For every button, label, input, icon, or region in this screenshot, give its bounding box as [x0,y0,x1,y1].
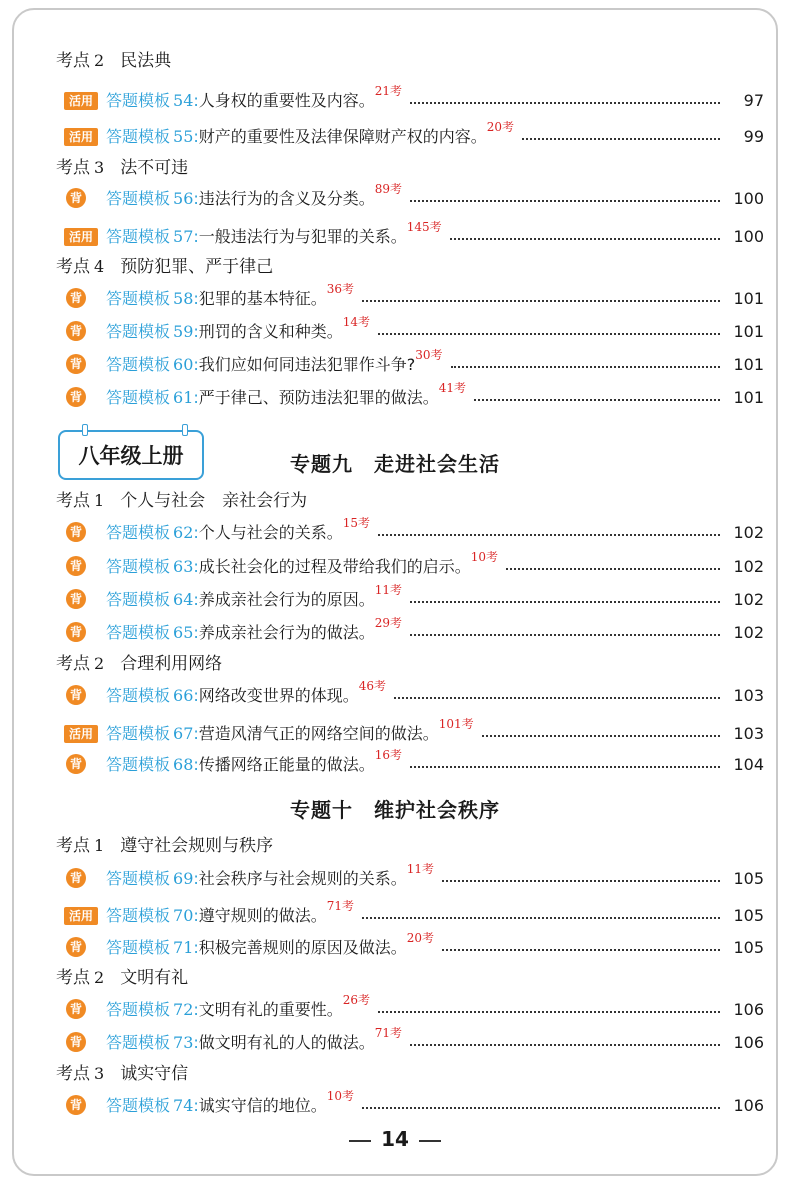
leader-dots [482,735,720,737]
page-ref: 97 [743,91,764,110]
template-text: 答题模板 [106,523,171,542]
entry-title: 一般违法行为与犯罪的关系。 [198,227,407,246]
template-number: 72 [173,1000,194,1019]
page-ref: 106 [733,1000,764,1019]
section-label: 考点 [56,51,90,71]
apply-badge: 活用 [64,907,98,925]
template-text: 答题模板 [106,686,171,705]
template-text: 答题模板 [106,724,171,743]
template-label: 答题模板 63: [106,557,199,576]
leader-dots [474,399,720,401]
chapter-heading: 专题十 维护社会秩序 [290,798,500,822]
page-ref: 105 [733,938,764,957]
toc-entry[interactable] [64,282,764,310]
recite-badge: 背 [66,522,86,542]
template-label: 答题模板 72: [106,1000,199,1019]
toc-entry[interactable] [64,550,764,578]
toc-entry[interactable] [64,220,764,248]
entry-title: 养成亲社会行为的做法。 [198,623,375,642]
leader-dots [442,880,720,882]
leader-dots [410,766,720,768]
page-number [0,1127,790,1151]
template-label: 答题模板 69: [106,869,199,888]
section-number: 2 [94,654,105,673]
section-heading [56,653,222,675]
template-label: 答题模板 73: [106,1033,199,1052]
recite-badge: 背 [66,589,86,609]
template-text: 答题模板 [106,938,171,957]
page-ref: 101 [733,322,764,341]
section-number: 3 [94,158,105,177]
leader-dots [378,1011,720,1013]
section-title: 合理利用网络 [120,654,223,674]
section-heading [56,1063,188,1085]
template-label: 答题模板 64: [106,590,199,609]
page-ref: 99 [743,127,764,146]
entry-title: 财产的重要性及法律保障财产权的内容。 [198,127,487,146]
page-ref: 104 [733,755,764,774]
entry-title: 刑罚的含义和种类。 [198,322,343,341]
section-number: 1 [94,491,105,510]
recite-badge: 背 [66,387,86,407]
template-text: 答题模板 [106,127,171,146]
template-text: 答题模板 [106,91,171,110]
template-label: 答题模板 60: [106,355,199,374]
grade-tab-label: 八年级上册 [78,443,184,468]
page-ref: 105 [733,869,764,888]
toc-entry[interactable] [64,1089,764,1117]
template-text: 答题模板 [106,227,171,246]
template-text: 答题模板 [106,623,171,642]
page-ref: 100 [733,189,764,208]
entry-title: 我们应如何同违法犯罪作斗争? [198,355,416,374]
toc-entry[interactable] [64,120,764,148]
template-number: 63 [173,557,194,576]
page-ref: 106 [733,1096,764,1115]
page-ref: 100 [733,227,764,246]
template-number: 59 [173,322,194,341]
template-number: 58 [173,289,194,308]
entry-title: 犯罪的基本特征。 [198,289,327,308]
exam-count: 30考 [415,348,443,362]
page-number-text: 14 [381,1127,409,1151]
exam-count: 11考 [374,583,403,597]
exam-count: 15考 [342,516,371,530]
recite-badge: 背 [66,868,86,888]
template-text: 答题模板 [106,189,171,208]
toc-entry[interactable] [64,381,764,409]
exam-count: 11考 [406,862,435,876]
template-label: 答题模板 71: [106,938,199,957]
section-heading [56,256,273,278]
entry-title: 成长社会化的过程及带给我们的启示。 [198,557,471,576]
section-title: 民法典 [120,51,172,71]
template-label: 答题模板 65: [106,623,199,642]
template-number: 67 [173,724,194,743]
section-title: 个人与社会 亲社会行为 [120,491,308,511]
apply-badge: 活用 [64,725,98,743]
page-ref: 102 [733,623,764,642]
recite-badge: 背 [66,188,86,208]
apply-badge: 活用 [64,228,98,246]
toc-entry[interactable] [64,862,764,890]
template-text: 答题模板 [106,1000,171,1019]
leader-dots [450,238,720,240]
leader-dots [362,300,720,302]
entry-title: 社会秩序与社会规则的关系。 [198,869,407,888]
recite-badge: 背 [66,685,86,705]
template-label: 答题模板 56: [106,189,199,208]
exam-count: 10考 [470,550,499,564]
page-ref: 102 [733,523,764,542]
chapter-heading: 专题九 走进社会生活 [290,452,500,476]
exam-count: 36考 [326,282,355,296]
template-text: 答题模板 [106,322,171,341]
leader-dots [394,697,720,699]
entry-title: 诚实守信的地位。 [198,1096,327,1115]
template-number: 64 [173,590,194,609]
template-number: 62 [173,523,194,542]
leader-dots [410,601,720,603]
template-label: 答题模板 59: [106,322,199,341]
page-ref: 102 [733,557,764,576]
section-number: 1 [94,836,105,855]
exam-count: 14考 [342,315,371,329]
template-number: 56 [173,189,194,208]
recite-badge: 背 [66,288,86,308]
entry-title: 个人与社会的关系。 [198,523,343,542]
template-number: 54 [173,91,194,110]
section-number: 2 [94,51,105,70]
exam-count: 10考 [326,1089,355,1103]
template-text: 答题模板 [106,557,171,576]
section-title: 法不可违 [120,158,189,178]
template-number: 57 [173,227,194,246]
template-label: 答题模板 55: [106,127,199,146]
recite-badge: 背 [66,999,86,1019]
template-number: 68 [173,755,194,774]
template-label: 答题模板 74: [106,1096,199,1115]
section-heading [56,490,307,512]
toc-entry[interactable] [64,616,764,644]
template-text: 答题模板 [106,1033,171,1052]
template-number: 60 [173,355,194,374]
exam-count: 101考 [438,717,474,731]
entry-title: 传播网络正能量的做法。 [198,755,375,774]
exam-count: 145考 [406,220,442,234]
toc-entry[interactable] [64,84,764,112]
toc-entry[interactable] [64,679,764,707]
leader-dots [378,534,720,536]
section-heading [56,157,188,179]
apply-badge: 活用 [64,128,98,146]
template-text: 答题模板 [106,289,171,308]
exam-count: 46考 [358,679,387,693]
recite-badge: 背 [66,937,86,957]
template-label: 答题模板 68: [106,755,199,774]
leader-dots [410,102,720,104]
recite-badge: 背 [66,1032,86,1052]
leader-dots [506,568,720,570]
toc-entry[interactable] [64,348,764,376]
toc-entry[interactable] [64,315,764,343]
template-text: 答题模板 [106,755,171,774]
section-label: 考点 [56,1064,90,1084]
section-heading [56,967,188,989]
entry-title: 营造风清气正的网络空间的做法。 [198,724,439,743]
toc-entry[interactable] [64,931,764,959]
exam-count: 26考 [342,993,371,1007]
page-ref: 103 [733,724,764,743]
toc-entry[interactable] [64,182,764,210]
leader-dots [442,949,720,951]
page-ref: 106 [733,1033,764,1052]
toc-entry[interactable] [64,899,764,927]
section-title: 诚实守信 [120,1064,189,1084]
recite-badge: 背 [66,1095,86,1115]
entry-title: 养成亲社会行为的原因。 [198,590,375,609]
toc-entry[interactable] [64,717,764,745]
entry-title: 人身权的重要性及内容。 [198,91,375,110]
leader-dots [378,333,720,335]
recite-badge: 背 [66,622,86,642]
leader-dots [522,138,720,140]
template-number: 66 [173,686,194,705]
entry-title: 文明有礼的重要性。 [198,1000,343,1019]
page-ref: 103 [733,686,764,705]
template-text: 答题模板 [106,590,171,609]
template-number: 55 [173,127,194,146]
template-number: 74 [173,1096,194,1115]
leader-dots [451,366,720,368]
template-number: 71 [173,938,194,957]
section-label: 考点 [56,491,90,511]
template-number: 61 [173,388,194,407]
template-number: 70 [173,906,194,925]
exam-count: 89考 [374,182,403,196]
leader-dots [410,1044,720,1046]
section-number: 4 [94,257,105,276]
leader-dots [362,1107,720,1109]
section-title: 预防犯罪、严于律己 [120,257,274,277]
leader-dots [410,200,720,202]
exam-count: 16考 [374,748,403,762]
page-ref: 101 [733,289,764,308]
exam-count: 29考 [374,616,403,630]
exam-count: 20考 [406,931,435,945]
template-label: 答题模板 66: [106,686,199,705]
leader-dots [362,917,720,919]
entry-title: 严于律己、预防违法犯罪的做法。 [198,388,439,407]
template-text: 答题模板 [106,1096,171,1115]
template-label: 答题模板 62: [106,523,199,542]
section-number: 2 [94,968,105,987]
template-text: 答题模板 [106,906,171,925]
entry-title: 遵守规则的做法。 [198,906,327,925]
entry-title: 积极完善规则的原因及做法。 [198,938,407,957]
section-label: 考点 [56,158,90,178]
page-ref: 101 [733,388,764,407]
template-label: 答题模板 57: [106,227,199,246]
page-ref: 101 [733,355,764,374]
exam-count: 21考 [374,84,403,98]
recite-badge: 背 [66,354,86,374]
template-label: 答题模板 54: [106,91,199,110]
section-label: 考点 [56,968,90,988]
toc-entry[interactable] [64,993,764,1021]
page-ref: 102 [733,590,764,609]
template-label: 答题模板 58: [106,289,199,308]
toc-entry[interactable] [64,583,764,611]
recite-badge: 背 [66,321,86,341]
template-text: 答题模板 [106,355,171,374]
section-label: 考点 [56,257,90,277]
section-title: 遵守社会规则与秩序 [120,836,274,856]
entry-title: 做文明有礼的人的做法。 [198,1033,375,1052]
dash-right [419,1140,441,1142]
entry-title: 网络改变世界的体现。 [198,686,359,705]
page-ref: 105 [733,906,764,925]
toc-entry[interactable] [64,516,764,544]
section-label: 考点 [56,836,90,856]
template-label: 答题模板 61: [106,388,199,407]
template-number: 65 [173,623,194,642]
toc-entry[interactable] [64,748,764,776]
section-label: 考点 [56,654,90,674]
toc-entry[interactable] [64,1026,764,1054]
template-number: 73 [173,1033,194,1052]
template-label: 答题模板 67: [106,724,199,743]
template-text: 答题模板 [106,388,171,407]
recite-badge: 背 [66,556,86,576]
exam-count: 71考 [326,899,355,913]
leader-dots [410,634,720,636]
entry-title: 违法行为的含义及分类。 [198,189,375,208]
template-label: 答题模板 70: [106,906,199,925]
section-number: 3 [94,1064,105,1083]
exam-count: 41考 [438,381,467,395]
exam-count: 71考 [374,1026,403,1040]
apply-badge: 活用 [64,92,98,110]
recite-badge: 背 [66,754,86,774]
template-text: 答题模板 [106,869,171,888]
exam-count: 20考 [486,120,515,134]
dash-left [349,1140,371,1142]
template-number: 69 [173,869,194,888]
section-heading [56,50,171,72]
section-heading [56,835,273,857]
section-title: 文明有礼 [120,968,189,988]
